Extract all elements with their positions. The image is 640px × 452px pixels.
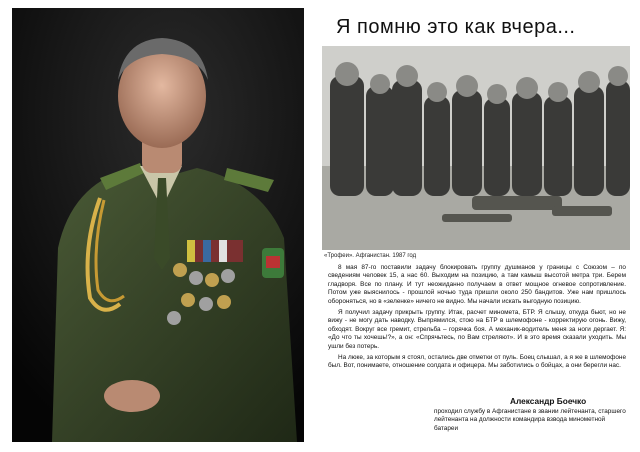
story-paragraph: Я получил задачу прикрыть группу. Итак, расчет миномета, БТР. Я слышу, откуда бьют, но не вижу - не могу дать наводку. Выпрямился, стою на БТР в шлемофоне - корректирую огонь. Вижу, обходят. Вокруг все гремит, стрельба – горячка боя. А механик-водитель меня за ноги дергает. Я: «До что ты хочешь!?», а он: «Спрячьтесь, по Вам стреляют». И в это время сказали уходить. Мы ушли без потерь.: [328, 309, 626, 350]
portrait-photo: [12, 8, 304, 442]
author-name: Александр Боечко: [510, 396, 587, 406]
page-title: Я помню это как вчера...: [336, 16, 576, 38]
story-paragraph: 8 мая 87-го поставили задачу блокировать группу душманов у границы с Союзом – по сведениям человек 15, а нас 60. Выходим на позицию, а там камыш высотой метра три. Берем гладворя. Все по плану. И тут неожиданно получаем в ответ мощное огневое сопротивление. Потом уже выяснилось - прошлой ночью туда пришли около 250 бандитов. Уже нам пришлось обороняться, но в «зеленке» ничего не видно. Мы начали искать выгодную позицию.: [328, 264, 626, 305]
historical-photo: [322, 46, 630, 250]
story-paragraph: На люке, за которым я стоял, остались две отметки от пуль. Боец слышал, а я же в шлемофоне был. Вот, понимаете, отношение солдата и офицера. Мы заботились о бойцах, а они берегли нас.: [328, 354, 626, 370]
author-bio: проходил службу в Афганистане в звании лейтенанта, старшего лейтенанта на должности командира взвода минометной батареи: [434, 408, 626, 432]
photo-caption: «Трофеи». Афганистан. 1987 год: [324, 253, 417, 259]
story-text: [328, 264, 626, 374]
